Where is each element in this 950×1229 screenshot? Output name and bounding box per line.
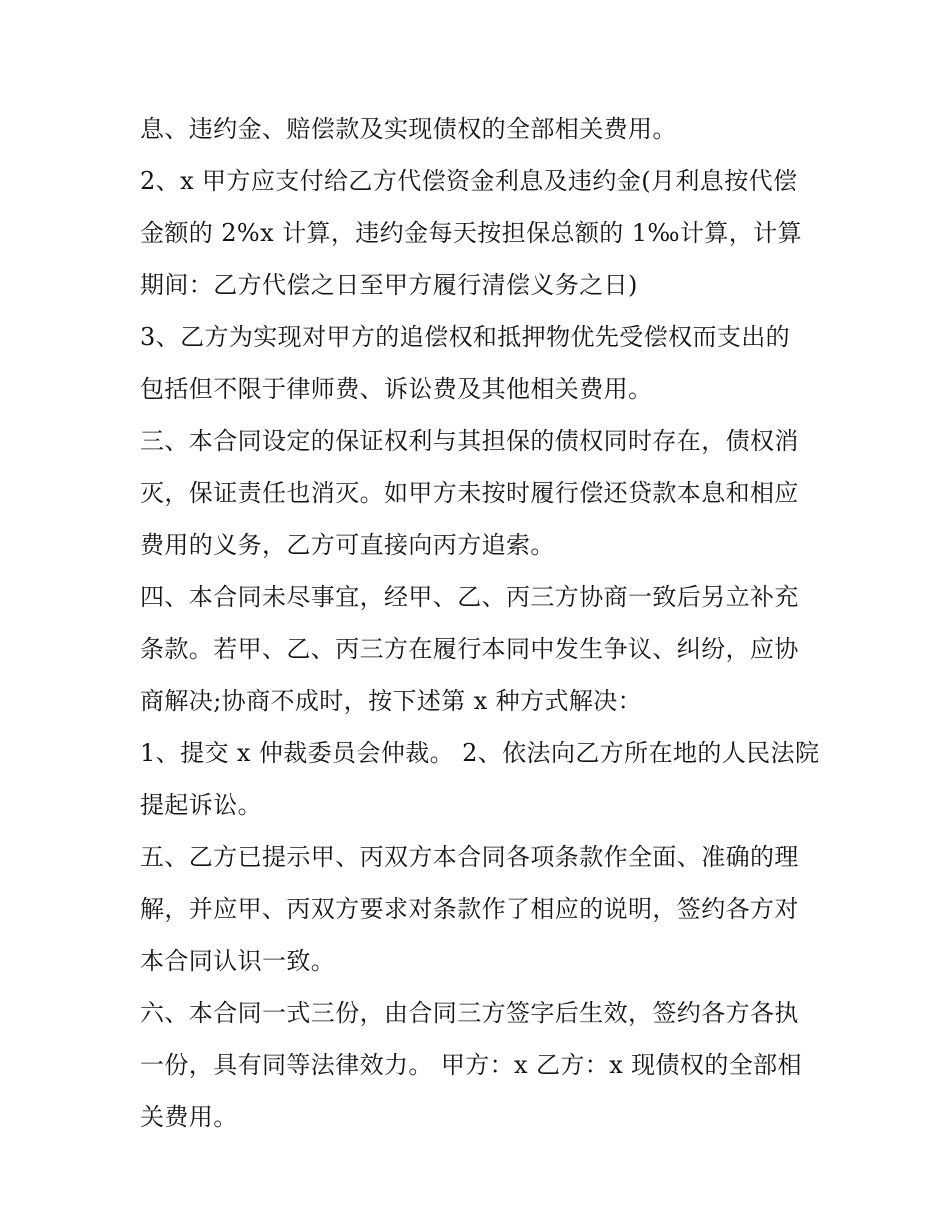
text-line: 息、违约金、赔偿款及实现债权的全部相关费用。 bbox=[140, 115, 677, 143]
text-line: 提起诉讼。 bbox=[140, 791, 262, 819]
text-line: 2、x 甲方应支付给乙方代偿资金利息及违约金(月利息按代偿 bbox=[140, 167, 798, 195]
text-line: 1、提交 x 仲裁委员会仲裁。 2、依法向乙方所在地的人民法院 bbox=[140, 739, 820, 767]
text-line: 条款。若甲、乙、丙三方在履行本同中发生争议、纠纷，应协 bbox=[140, 635, 799, 663]
text-line: 金额的 2%x 计算，违约金每天按担保总额的 1‰计算，计算 bbox=[140, 219, 802, 247]
text-line: 费用的义务，乙方可直接向丙方追索。 bbox=[140, 531, 555, 559]
text-line: 五、乙方已提示甲、丙双方本合同各项条款作全面、准确的理 bbox=[140, 843, 799, 871]
text-line: 三、本合同设定的保证权利与其担保的债权同时存在，债权消 bbox=[140, 427, 799, 455]
text-line: 四、本合同未尽事宜，经甲、乙、丙三方协商一致后另立补充 bbox=[140, 583, 799, 611]
document-body bbox=[140, 103, 820, 1143]
text-line: 期间：乙方代偿之日至甲方履行清偿义务之日) bbox=[140, 271, 638, 299]
text-line: 一份，具有同等法律效力。 甲方：x 乙方：x 现债权的全部相 bbox=[140, 1051, 802, 1079]
text-line: 解，并应甲、丙双方要求对条款作了相应的说明，签约各方对 bbox=[140, 895, 799, 923]
text-line: 本合同认识一致。 bbox=[140, 947, 336, 975]
text-line: 包括但不限于律师费、诉讼费及其他相关费用。 bbox=[140, 375, 653, 403]
text-line: 3、乙方为实现对甲方的追偿权和抵押物优先受偿权而支出的 bbox=[140, 323, 791, 351]
text-line: 灭，保证责任也消灭。如甲方未按时履行偿还贷款本息和相应 bbox=[140, 479, 799, 507]
text-line: 关费用。 bbox=[140, 1103, 238, 1131]
text-line: 商解决;协商不成时，按下述第 x 种方式解决： bbox=[140, 687, 643, 715]
text-line: 六、本合同一式三份，由合同三方签字后生效，签约各方各执 bbox=[140, 999, 799, 1027]
